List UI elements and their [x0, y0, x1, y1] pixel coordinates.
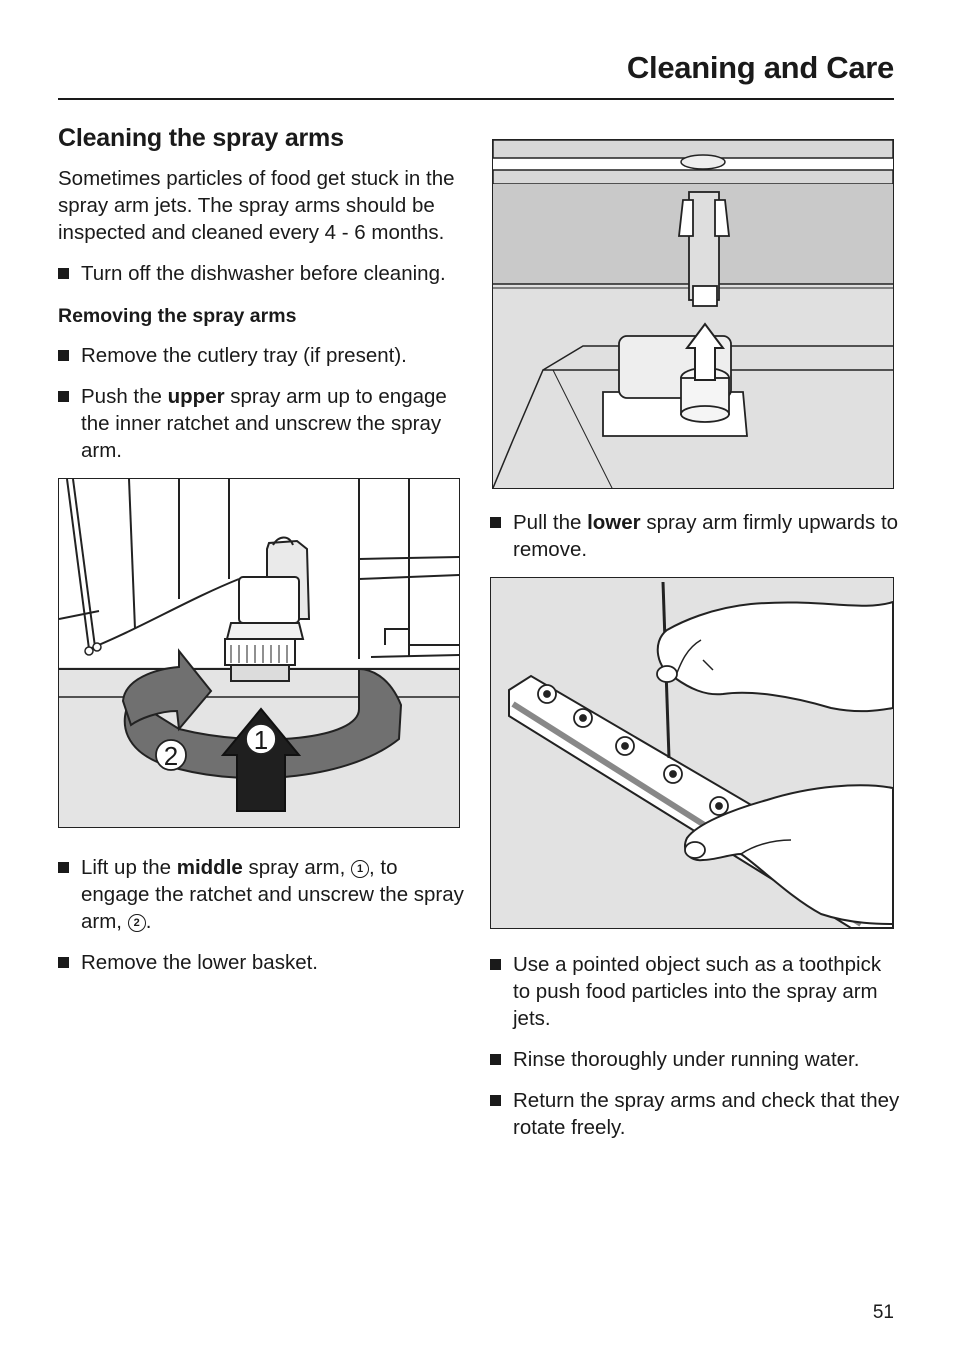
lower-post: spray arm firmly upwards to remove. — [513, 511, 899, 561]
bullet-middle-arm — [58, 854, 466, 935]
intro-paragraph: Sometimes particles of food get stuck in the spray arm jets. The spray arms should be inspected and cleaned every 4 - 6 months. — [58, 167, 455, 244]
bullet-lower-basket: Remove the lower basket. — [58, 949, 466, 976]
left-column — [58, 124, 466, 990]
middle-pre: Lift up the — [81, 856, 177, 879]
cleaning-jets-figure — [490, 577, 894, 929]
lower-spray-arm-figure — [492, 139, 894, 489]
figure-label-one: 1 — [253, 725, 269, 755]
middle-mid2: , to engage the ratchet and unscrew the spray arm, — [81, 856, 464, 933]
bullet-rinse: Rinse thoroughly under running water. — [490, 1046, 900, 1073]
header-rule — [58, 98, 894, 100]
upper-post: spray arm up to engage the inner ratchet and unscrew the spray arm. — [81, 385, 447, 462]
bullet-turn-off: Turn off the dishwasher before cleaning. — [58, 260, 466, 287]
circled-number-two: 2 — [128, 914, 146, 932]
lower-pre: Pull the — [513, 511, 588, 534]
middle-spray-arm-figure — [58, 478, 460, 828]
page-number: 51 — [872, 1302, 894, 1323]
upper-bold: upper — [167, 385, 225, 408]
page-header-title: Cleaning and Care — [626, 50, 894, 85]
circled-number-one: 1 — [351, 860, 369, 878]
removing-subtitle: Removing the spray arms — [58, 305, 297, 327]
bullet-cutlery-tray: Remove the cutlery tray (if present). — [58, 342, 466, 369]
lower-bold: lower — [587, 511, 641, 534]
middle-bold: middle — [176, 856, 243, 879]
bullet-lower-arm — [490, 509, 900, 563]
upper-pre: Push the — [81, 385, 168, 408]
middle-post: . — [145, 910, 152, 933]
right-column — [490, 124, 900, 1155]
bullet-return-arms: Return the spray arms and check that they rotate freely. — [490, 1087, 900, 1141]
bullet-toothpick: Use a pointed object such as a toothpick to push food particles into the spray arm jets. — [490, 951, 900, 1032]
bullet-upper-arm — [58, 383, 466, 464]
section-title: Cleaning the spray arms — [58, 124, 344, 152]
figure-label-two: 2 — [163, 741, 179, 771]
middle-mid1: spray arm, — [242, 856, 352, 879]
